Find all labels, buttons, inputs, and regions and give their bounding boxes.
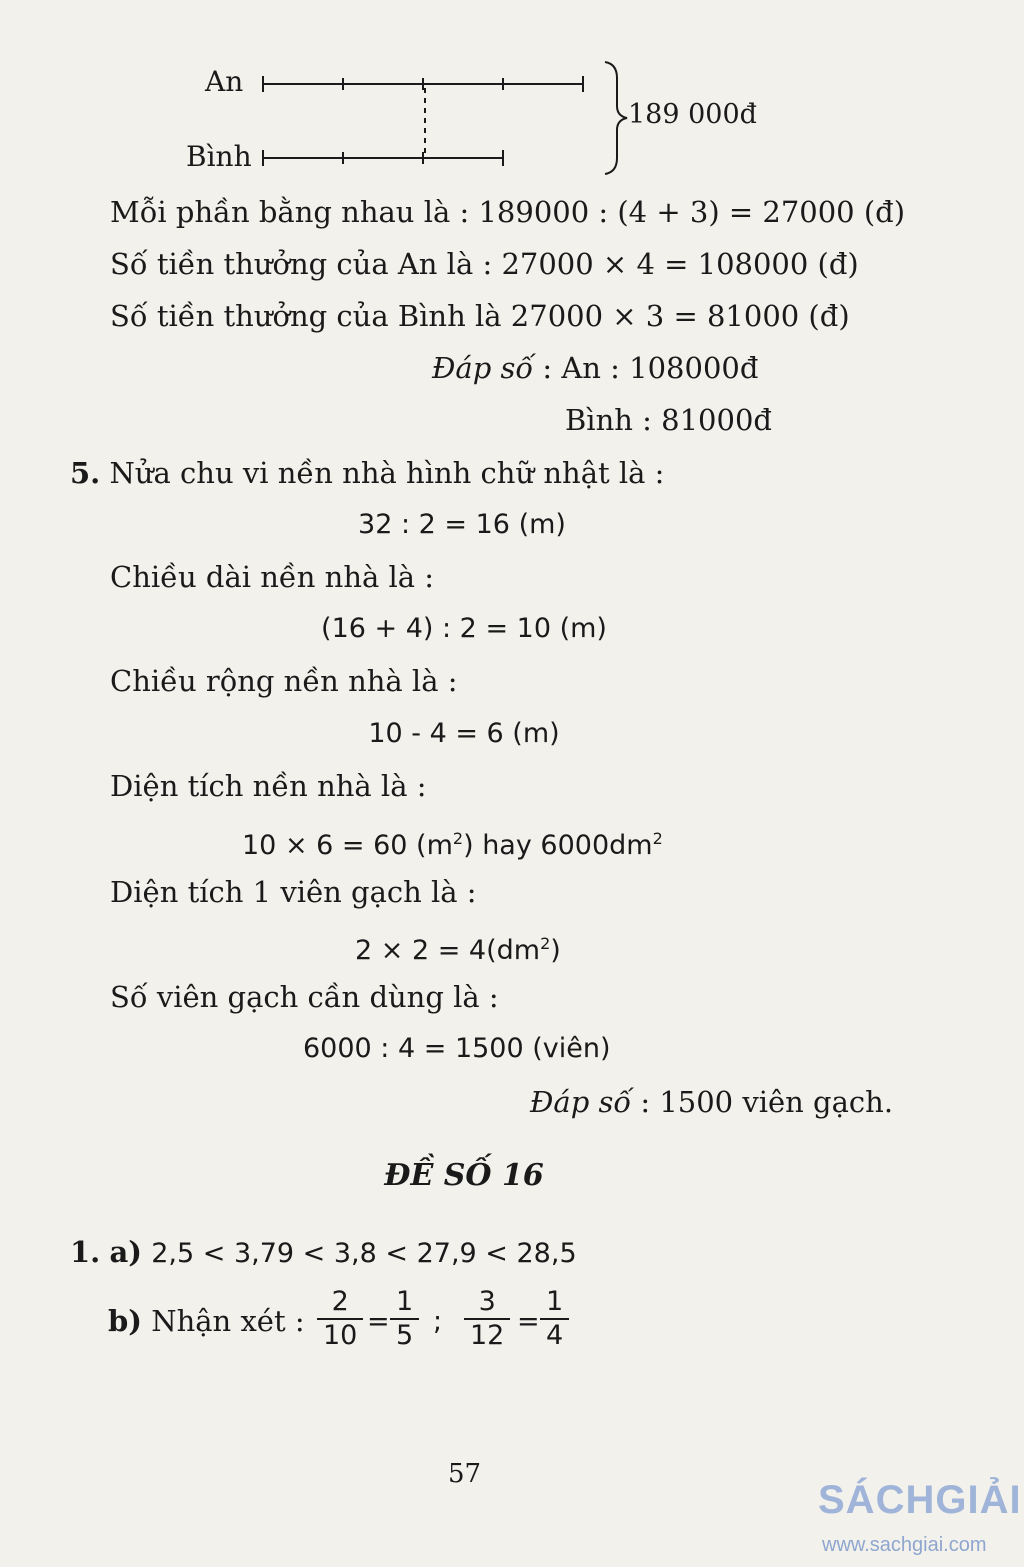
ex1-a-label: a): [109, 1235, 143, 1269]
calc4-sup-dm: 2: [652, 829, 663, 848]
calc5-sup: 2: [540, 934, 551, 953]
right-brace: [605, 62, 627, 174]
semicolon: ;: [433, 1306, 443, 1337]
prob5-calc2: (16 + 4) : 2 = 10 (m): [321, 613, 607, 644]
frac2-numerator: 1: [396, 1286, 414, 1317]
prob5-calc1: 32 : 2 = 16 (m): [358, 509, 566, 540]
frac4-numerator: 1: [546, 1286, 564, 1317]
prob5-intro: Nửa chu vi nền nhà hình chữ nhật là :: [109, 456, 665, 490]
calc4-part-a: 10 × 6 = 60 (m: [242, 830, 453, 861]
prob5-length-label: Chiều dài nền nhà là :: [110, 560, 435, 594]
ex1-b-label: b): [108, 1304, 142, 1338]
prob5-count-label: Số viên gạch cần dùng là :: [110, 980, 499, 1014]
prob5-calc4: [242, 821, 663, 864]
prob4-line3: Số tiền thưởng của Bình là 27000 × 3 = 81000 (đ): [110, 299, 850, 333]
fraction-1-4: [540, 1286, 569, 1352]
diagram-label-an: An: [205, 65, 244, 98]
prob5-number: 5.: [70, 456, 101, 490]
frac1-denominator: 10: [317, 1318, 363, 1352]
diagram-label-binh: Bình: [186, 140, 252, 173]
prob4-line2: Số tiền thưởng của An là : 27000 × 4 = 108000 (đ): [110, 247, 859, 281]
frac3-denominator: 12: [464, 1318, 510, 1352]
page-number: 57: [448, 1459, 482, 1489]
prob5-answer: : 1500 viên gạch.: [640, 1085, 894, 1119]
frac2-denominator: 5: [390, 1318, 419, 1352]
watermark-logo: SÁCHGIẢI: [818, 1478, 1022, 1522]
frac4-denominator: 4: [540, 1318, 569, 1352]
prob4-answer-binh: Bình : 81000đ: [565, 403, 772, 437]
prob5-width-label: Chiều rộng nền nhà là :: [110, 664, 458, 698]
segment-diagram: [255, 58, 635, 183]
prob5-answer-label: Đáp số: [530, 1085, 632, 1119]
equals-sign-2: =: [517, 1306, 540, 1337]
calc5-part-b: ): [550, 935, 561, 966]
diagram-total: 189 000đ: [628, 99, 757, 130]
ex1-b-text: Nhận xét :: [151, 1304, 305, 1338]
calc4-sup-m: 2: [452, 829, 464, 848]
ex1-number: 1.: [70, 1235, 101, 1269]
equals-sign-1: =: [367, 1306, 390, 1337]
prob5-brick-label: Diện tích 1 viên gạch là :: [110, 875, 477, 909]
frac1-numerator: 2: [331, 1286, 349, 1317]
prob4-answer-label: Đáp số: [432, 351, 534, 385]
calc5-part-a: 2 × 2 = 4(dm: [355, 935, 541, 966]
prob5-area-label: Diện tích nền nhà là :: [110, 769, 427, 803]
prob4-answer-an: : An : 108000đ: [542, 351, 759, 385]
frac3-numerator: 3: [478, 1286, 496, 1317]
fraction-3-12: [464, 1286, 510, 1352]
ex1-a-text: 2,5 < 3,79 < 3,8 < 27,9 < 28,5: [151, 1238, 577, 1269]
calc4-part-b: ) hay 6000dm: [463, 830, 653, 861]
prob5-calc3: 10 - 4 = 6 (m): [368, 718, 560, 749]
section-title: ĐỀ SỐ 16: [384, 1158, 544, 1193]
prob5-calc6: 6000 : 4 = 1500 (viên): [303, 1033, 611, 1064]
fraction-1-5: [390, 1286, 419, 1352]
prob4-line1: Mỗi phần bằng nhau là : 189000 : (4 + 3) = 27000 (đ): [110, 195, 906, 229]
prob5-calc5: [355, 926, 561, 969]
fraction-2-10: [317, 1286, 363, 1352]
watermark-url: www.sachgiai.com: [822, 1534, 987, 1556]
